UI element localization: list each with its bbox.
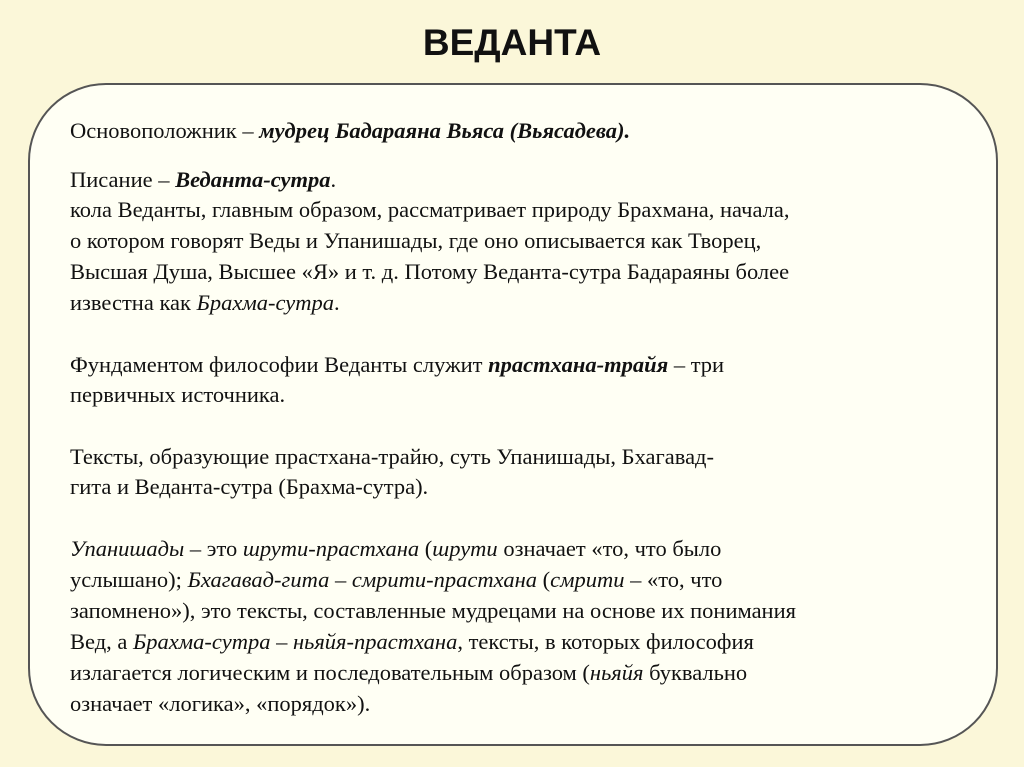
text-segment: , тексты, в которых философия: [457, 629, 754, 654]
text-line: [70, 288, 340, 318]
text-segment: Брахма-сутра: [196, 290, 335, 315]
text-line: [70, 596, 796, 626]
text-line: [70, 165, 336, 195]
text-line: [70, 195, 789, 225]
text-segment: означает «логика», «порядок»).: [70, 691, 371, 716]
text-segment: запомнено»), это тексты, составленные мудрецами на основе их понимания: [70, 598, 796, 623]
text-segment: Высшая Душа, Высшее «Я» и т. д. Потому Веданта-сутра Бадараяны более: [70, 259, 790, 284]
text-line: [70, 350, 724, 380]
text-segment: гита и Веданта-сутра (Брахма-сутра).: [70, 474, 429, 499]
text-segment: Писание –: [70, 167, 176, 192]
text-segment: Основоположник –: [70, 118, 260, 143]
text-segment: означает «то, что было: [497, 536, 722, 561]
text-segment: кола Веданты, главным образом, рассматривает природу Брахмана, начала,: [70, 197, 790, 222]
text-segment: (: [537, 567, 551, 592]
text-segment: .: [330, 167, 337, 192]
text-line: [70, 380, 285, 410]
text-segment: Упанишады: [70, 536, 185, 561]
text-line: [70, 472, 428, 502]
text-line: [70, 689, 370, 719]
text-line: [70, 257, 789, 287]
text-segment: (: [419, 536, 433, 561]
text-segment: о котором говорят Веды и Упанишады, где оно описывается как Творец,: [70, 228, 762, 253]
text-line: [70, 226, 761, 256]
text-segment: излагается логическим и последовательным образом (: [70, 660, 590, 685]
text-segment: первичных источника.: [70, 382, 286, 407]
text-line: [70, 658, 747, 688]
text-line: [70, 565, 722, 595]
text-line: [70, 116, 630, 146]
text-segment: буквально: [643, 660, 748, 685]
text-segment: смрити: [550, 567, 625, 592]
text-line: [70, 534, 721, 564]
text-line: [70, 442, 714, 472]
text-segment: – это: [184, 536, 243, 561]
text-segment: прастхана-трайя: [488, 352, 669, 377]
text-segment: – «то, что: [624, 567, 723, 592]
text-segment: мудрец Бадараяна Вьяса (Вьясадева).: [259, 118, 631, 143]
text-segment: Вед, а: [70, 629, 134, 654]
text-line: [70, 627, 754, 657]
text-segment: Брахма-сутра – ньяйя-прастхана: [133, 629, 458, 654]
text-segment: ньяйя: [589, 660, 644, 685]
text-segment: услышано);: [70, 567, 188, 592]
text-segment: Тексты, образующие прастхана-трайю, суть Упанишады, Бхагавад-: [70, 444, 714, 469]
text-segment: .: [334, 290, 340, 315]
text-segment: шрути: [432, 536, 498, 561]
text-segment: шрути-прастхана: [242, 536, 420, 561]
text-segment: Бхагавад-гита – смрити-прастхана: [187, 567, 538, 592]
text-segment: – три: [668, 352, 725, 377]
slide-title: ВЕДАНТА: [422, 22, 602, 63]
text-segment: Фундаментом философии Веданты служит: [70, 352, 489, 377]
text-segment: известна как: [70, 290, 197, 315]
text-segment: Веданта-сутра: [175, 167, 331, 192]
